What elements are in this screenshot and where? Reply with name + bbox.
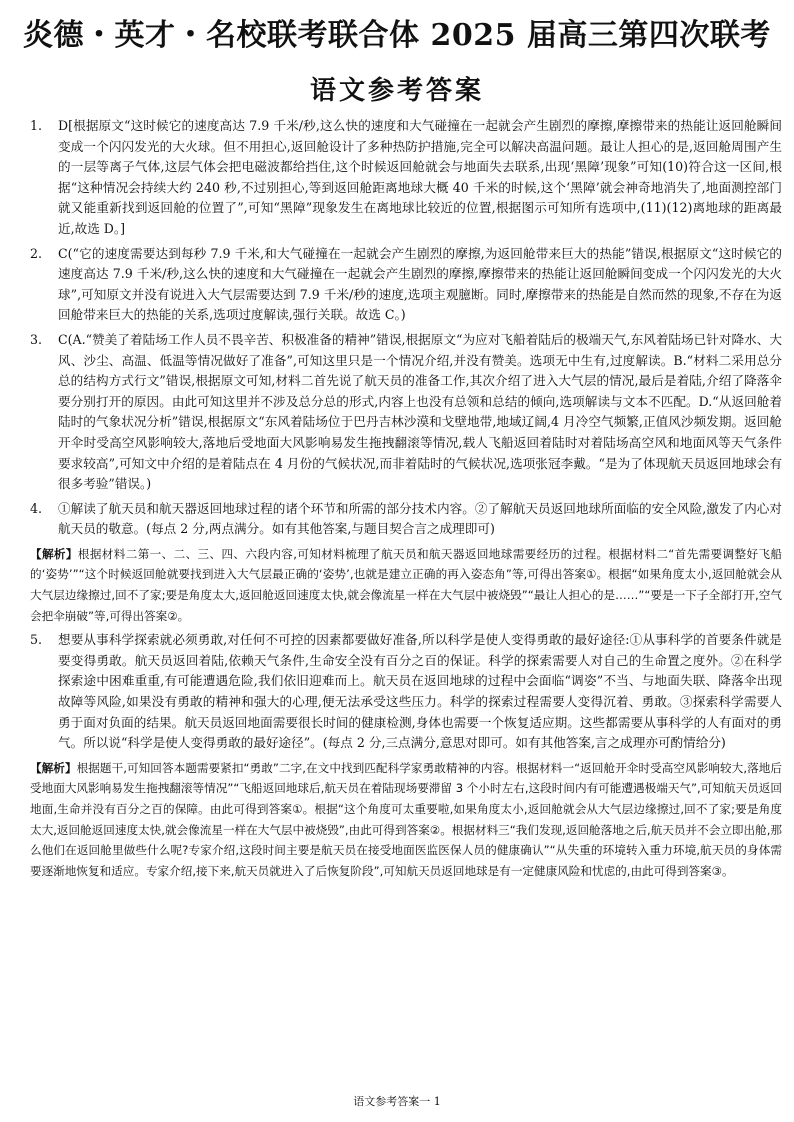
answer-text: 想要从事科学探索就必须勇敢,对任何不可控的因素都要做好准备,所以科学是使人变得勇敢的最好途径:①从事科学的首要条件就是要变得勇敢。航天员返回着陆,依赖天气条件,生命安全没有百分之百的保证。科学的探索需要人对自己的生命置之度外。②在科学探索途中困难重重,有可能遭遇危险,我们依旧迎难而上。航天员在返回地球的过程中会面临“调姿”不当、与地面失联、降落伞出现故障等风险,如果没有勇敢的精神和强大的心理,便无法承受这些压力。科学的探索过程需要人变得沉着、勇敢。③探索科学需要人勇于面对负面的结果。航天员返回地面需要很长时间的健康检测,身体也需要一个恢复适应期。这些都需要从事科学的人有面对的勇气。所以说“科学是使人变得勇敢的最好途径”。(每点 2 分,三点满分,意思对即可。如有其他答案,言之成理亦可酌情给分): [58, 632, 782, 751]
analysis-block-5: [30, 758, 782, 882]
analysis-tag: 【解析】: [30, 760, 77, 775]
answer-text: C(A.“赞美了着陆场工作人员不畏辛苦、积极准备的精神”错误,根据原文“为应对飞船着陆后的极端天气,东风着陆场已针对降水、大风、沙尘、高温、低温等情况做好了准备”,可知这里只是一个情况介绍,并没有赞美。选项无中生有,过度解读。B.“材料二采用总分总的结构方式行文”错误,根据原文可知,材料二首先说了航天员的准备工作,其次介绍了进入大气层的情况,最后是着陆,介绍了降落伞要分别打开的原因。由此可知这里并不涉及总分总的形式,内容上也没有总领和总结的倾向,选项解读与文本不匹配。D.“从返回舱着陆时的气象状况分析”错误,根据原文“东风着陆场位于巴丹吉林沙漠和戈壁地带,地域辽阔,4 月冷空气频繁,正值风沙频发期。返回舱开伞时受高空风影响较大,落地后受地面大风影响易发生拖拽翻滚等情况,载人飞船返回着陆时对着陆场高空风和地面风等天气条件要求较高”,可知文中介绍的是着陆点在 4 月份的气候状况,而非着陆时的气候状况,选项张冠李戴。“是为了体现航天员返回地球会有很多考验”错误。): [58, 331, 782, 492]
analysis-text: 根据材料二第一、二、三、四、六段内容,可知材料梳理了航天员和航天器返回地球需要经历的过程。根据材料二“首先需要调整好飞船的‘姿势’”“这个时候返回舱就要找到进入大气层最正确的‘姿势’,也就是建立正确的再入姿态角”等,可得出答案①。根据“如果角度太小,返回舱就会从大气层边缘擦过,回不了家;要是角度太大,返回舱返回速度太快,就会像流星一样在大气层中被烧毁”“最让人担心的是……”“要是一下子全部打开,空气会把伞崩破”等,可得出答案②。: [30, 546, 782, 623]
answer-text: D[根据原文“这时候它的速度高达 7.9 千米/秒,这么快的速度和大气碰撞在一起就会产生剧烈的摩擦,摩擦带来的热能让返回舱瞬间变成一个闪闪发光的大火球。但不用担心,返回舱设计了多种热防护措施,完全可以解决高温问题。最让人担心的是,返回舱周围产生的一层等离子气体,这层气体会把电磁波都给挡住,这个时候返回舱就会与地面失去联系,出现‘黑障’现象”可知(10)符合这一区间,根据“这种情况会持续大约 240 秒,不过别担心,等到返回舱距离地球大概 40 千米的时候,这个‘黑障’就会神奇地消失了,地面测控部门就又能重新找到返回舱的位置了”,可知“黑障”现象发生在离地球比较近的位置,根据图示可知所有选项中,(11)(12)离地球的距离最近,故选 D。]: [58, 118, 782, 236]
analysis-block-4: [30, 544, 782, 626]
analysis-tag: 【解析】: [30, 546, 78, 561]
page-footer: 语文参考答案一 1: [353, 1095, 441, 1108]
answer-item-5: [30, 630, 782, 754]
answer-text: C(“它的速度需要达到每秒 7.9 千米,和大气碰撞在一起就会产生剧烈的摩擦,为返回舱带来巨大的热能”错误,根据原文“这时候它的速度高达 7.9 千米/秒,这么快的速度和大气碰撞在一起就会产生剧烈的摩擦,摩擦带来的热能让返回舱瞬间变成一个闪闪发光的大火球”,可知原文并没有说进入大气层需要达到 7.9 千米/秒的速度,选项主观臆断。同时,摩擦带来的热能是自然而然的现象,不存在为返回舱带来巨大的热能的关系,选项过度解读,强行关联。故选 C。): [58, 245, 782, 323]
answers-content: [30, 116, 782, 885]
question-number: 5.: [30, 632, 43, 648]
answer-item-3: [30, 330, 782, 495]
answer-item-2: [30, 244, 782, 326]
answer-item-1: [30, 116, 782, 240]
question-number: 3.: [30, 331, 43, 347]
question-number: 4.: [30, 500, 43, 516]
question-number: 2.: [30, 245, 43, 261]
question-number: 1.: [30, 118, 43, 133]
exam-title: 炎德・英才・名校联考联合体 2025 届高三第四次联考: [23, 18, 771, 53]
answer-item-4: [30, 499, 782, 540]
answer-text: ①解读了航天员和航天器返回地球过程的诸个环节和所需的部分技术内容。②了解航天员返回地球所面临的安全风险,激发了内心对航天员的敬意。(每点 2 分,两点满分。如有其他答案,与题目契合言之成理即可): [58, 500, 782, 537]
analysis-text: 根据题干,可知回答本题需要紧扣“勇敢”二字,在文中找到匹配科学家勇敢精神的内容。根据材料一“返回舱开伞时受高空风影响较大,落地后受地面大风影响易发生拖拽翻滚等情况”“飞船返回地球后,航天员在着陆现场要滞留 3 个小时左右,这段时间内有可能遭遇极端天气”,可知航天员返回地面,生命并没有百分之百的保障。由此可得到答案①。根据“这个角度可太重要啦,如果角度太小,返回舱就会从大气层边缘擦过,回不了家;要是角度太大,返回舱返回速度太快,就会像流星一样在大气层中被烧毁”,由此可得到答案②。根据材料三“我们发现,返回舱落地之后,航天员并不会立即出舱,那么他们在返回舱里做些什么呢?专家介绍,这段时间主要是航天员在接受地面医监医保人员的健康确认”“从失重的环境转入重力环境,航天员的身体需要逐渐地恢复和适应。专家介绍,接下来,航天员就进入了后恢复阶段”,可知航天员返回地球是有一定健康风险和忧虑的,由此可得到答案③。: [30, 760, 782, 878]
document-subtitle: 语文参考答案: [309, 76, 484, 106]
